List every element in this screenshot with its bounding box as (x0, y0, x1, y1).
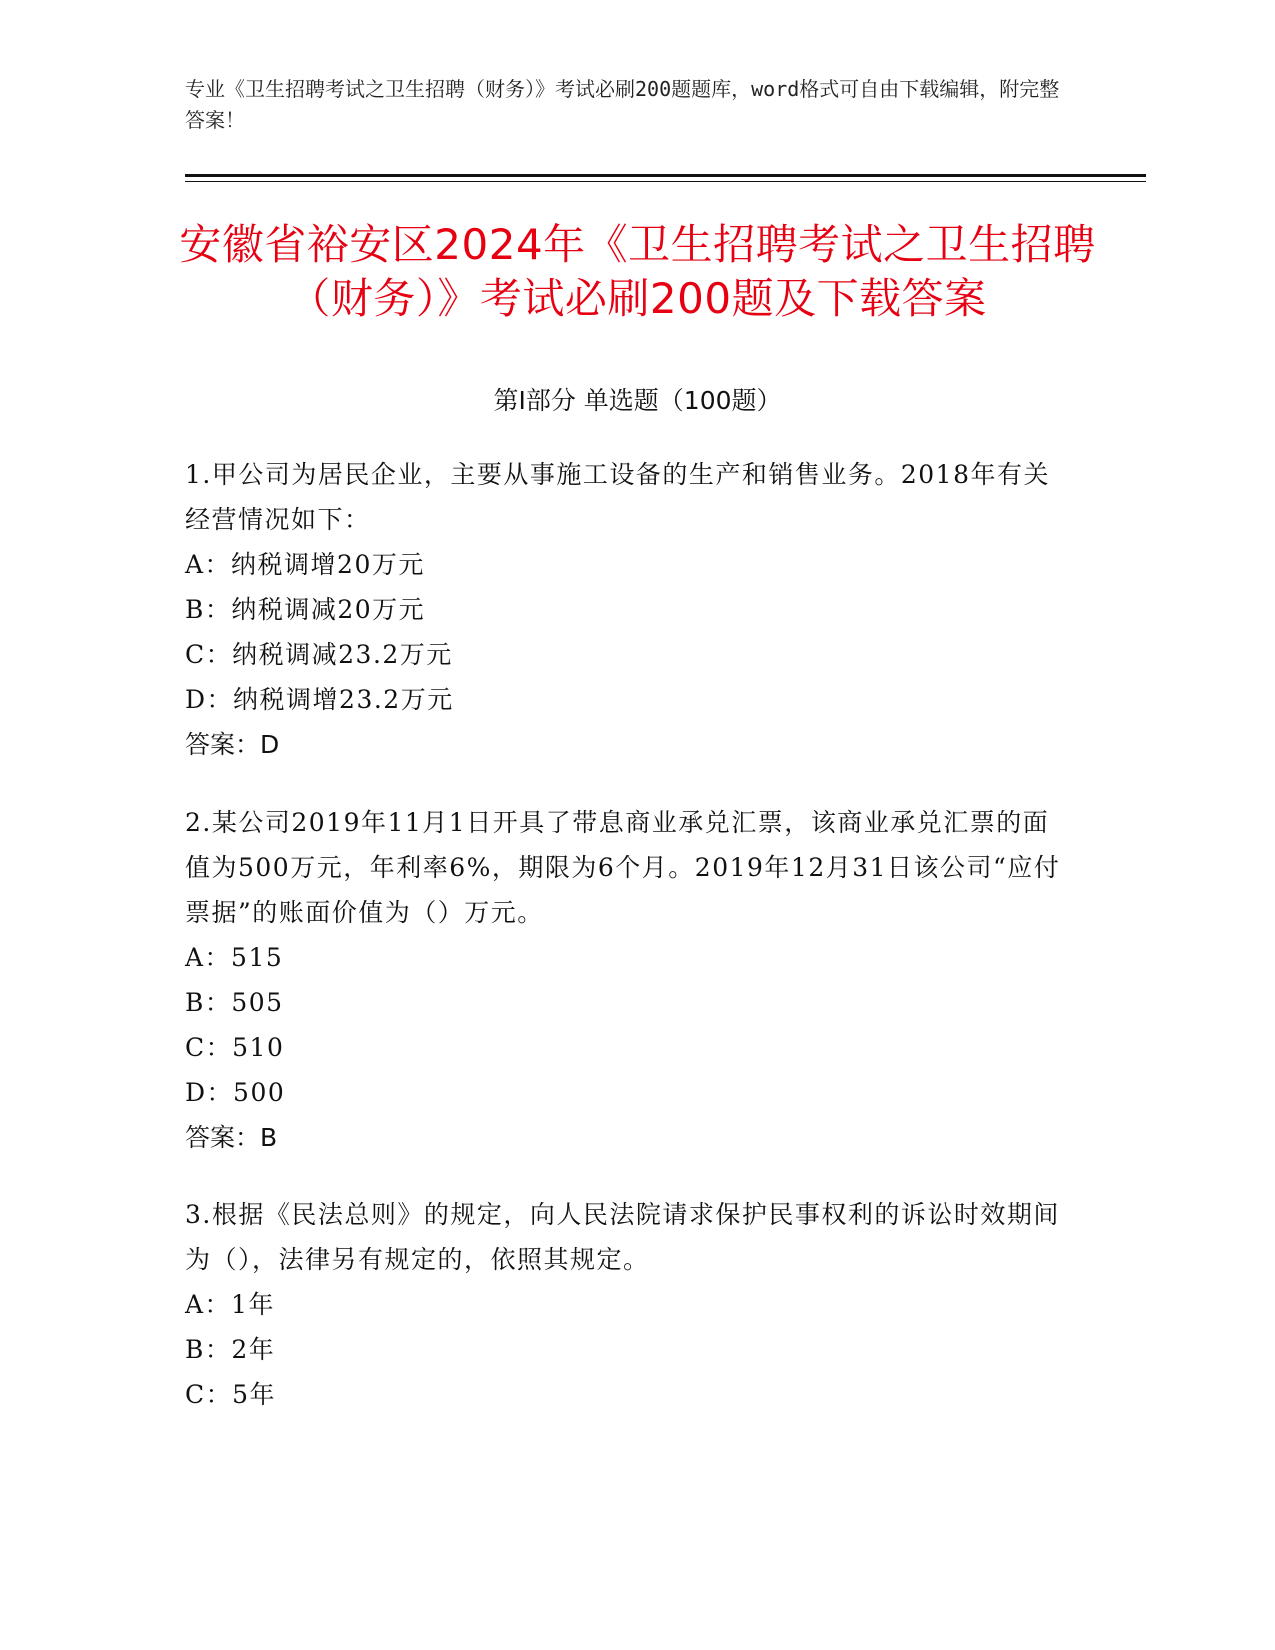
answer-label: 答案：D (185, 730, 280, 759)
question-stem: 3.根据《民法总则》的规定，向人民法院请求保护民事权利的诉讼时效期间为（），法律另有规定的，依照其规定。 (185, 1200, 1060, 1274)
option-b: B：纳税调减20万元 (185, 595, 426, 624)
option-b: B：505 (185, 988, 284, 1017)
header-note: 专业《卫生招聘考试之卫生招聘（财务）》考试必刷200题题库，word格式可自由下载编辑，附完整答案！ (185, 77, 1060, 132)
option-d: D：纳税调增23.2万元 (185, 685, 454, 714)
option-c: C：纳税调减23.2万元 (185, 640, 453, 669)
section-heading: 第I部分 单选题（100题） (493, 386, 782, 415)
header-divider-thick (185, 174, 1146, 177)
document-title: 安徽省裕安区2024年《卫生招聘考试之卫生招聘（财务）》考试必刷200题及下载答案 (179, 220, 1096, 323)
option-d: D：500 (185, 1078, 286, 1107)
option-b: B：2年 (185, 1335, 276, 1364)
question-stem: 1.甲公司为居民企业，主要从事施工设备的生产和销售业务。2018年有关经营情况如下： (185, 460, 1050, 534)
question-3 (185, 1192, 1065, 1417)
question-1 (185, 452, 1065, 767)
option-c: C：510 (185, 1033, 285, 1062)
option-c: C：5年 (185, 1380, 277, 1409)
option-a: A：纳税调增20万元 (185, 550, 425, 579)
answer-label: 答案：B (185, 1123, 278, 1152)
option-a: A：1年 (185, 1290, 275, 1319)
header-divider-thin (185, 181, 1146, 182)
question-2 (185, 800, 1065, 1160)
question-stem: 2.某公司2019年11月1日开具了带息商业承兑汇票，该商业承兑汇票的面值为500万元，年利率6%，期限为6个月。2019年12月31日该公司“应付票据”的账面价值为（）万元。 (185, 808, 1061, 927)
option-a: A：515 (185, 943, 284, 972)
